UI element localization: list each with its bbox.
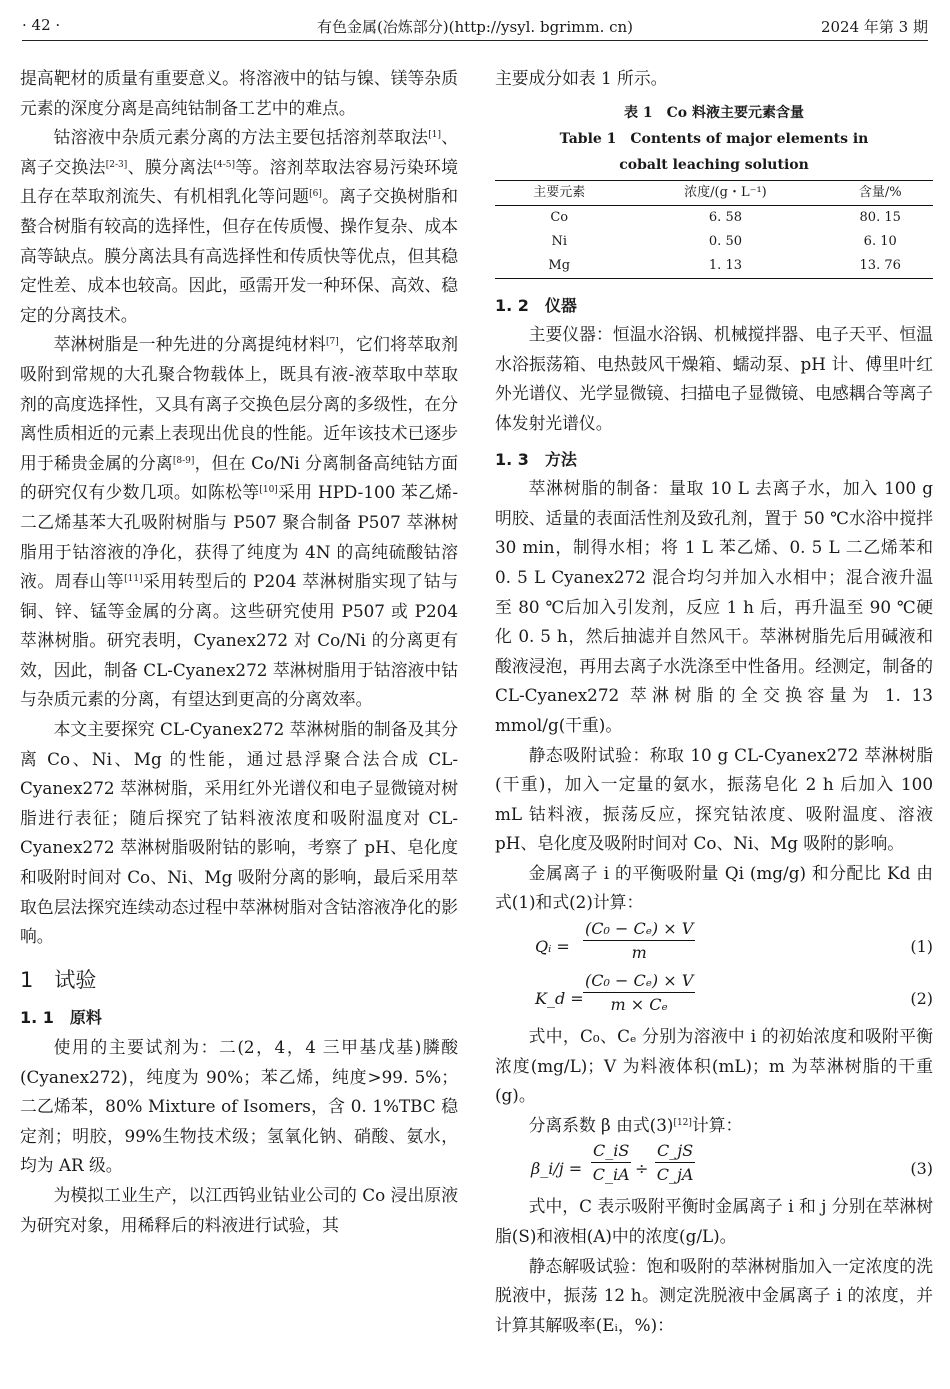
division-operator: ÷ bbox=[635, 1159, 649, 1179]
table-cell: 1. 13 bbox=[623, 254, 827, 279]
right-column bbox=[495, 64, 933, 1340]
left-column bbox=[20, 64, 458, 1240]
paragraph-2: 钴溶液中杂质元素分离的方法主要包括溶剂萃取法[1]、离子交换法[2-3]、膜分离法[4-5]等。溶剂萃取法容易污染环境且存在萃取剂流失、有机相乳化等问题[6]。离子交换树脂和螯合树脂有较高的选择性，但存在传质慢、操作复杂、成本高等缺点。膜分离法具有高选择性和传质快等优点，但其稳定性差、成本也较高。因此，亟需开发一种环保、高效、稳定的分离技术。 bbox=[20, 127, 458, 325]
subsection-heading-1-3: 1. 3 方法 bbox=[495, 449, 577, 469]
denominator: m × Cₑ bbox=[610, 995, 668, 1015]
equation-lhs: β_i/j = bbox=[531, 1159, 583, 1179]
paragraph-5: 使用的主要试剂为：二(2，4，4 三甲基戊基)膦酸(Cyanex272)，纯度为 90%；苯乙烯，纯度>99. 5%；二乙烯苯，80% Mixture of Isomers，含 0. 1%TBC 稳定剂；明胶，99%生物技术级；氢氧化钠、硝酸、氨水，均为 AR 级。 bbox=[20, 1037, 458, 1176]
issue-info: 2024 年第 3 期 bbox=[820, 18, 928, 36]
section-heading-1: 1 试验 bbox=[20, 967, 97, 992]
equation-fraction bbox=[583, 918, 695, 965]
subsection-heading-1-2: 1. 2 仪器 bbox=[495, 295, 577, 315]
equation-lhs: Qᵢ = bbox=[535, 937, 570, 957]
equation-number: (2) bbox=[910, 989, 933, 1009]
paragraph-7: 主要仪器：恒温水浴锅、机械搅拌器、电子天平、恒温水浴振荡箱、电热鼓风干燥箱、蠕动泵、pH 计、傅里叶红外光谱仪、光学显微镜、扫描电子显微镜、电感耦合等离子体发射光谱仪。 bbox=[495, 324, 933, 433]
paragraph-0: 主要成分如表 1 所示。 bbox=[495, 68, 668, 88]
denominator: C_jA bbox=[656, 1165, 694, 1185]
citation[interactable]: [12] bbox=[673, 1117, 692, 1128]
equation-fraction bbox=[591, 1140, 631, 1187]
denominator: m bbox=[631, 943, 647, 963]
paragraph-4: 本文主要探究 CL-Cyanex272 萃淋树脂的制备及其分离 Co、Ni、Mg 的性能，通过悬浮聚合法合成 CL-Cyanex272 萃淋树脂，采用红外光谱仪和电子显微镜对树脂进行表征；随后探究了钴料液浓度和吸附温度对 CL-Cyanex272 萃淋树脂吸附钴的影响，考察了 pH、皂化度和吸附时间对 Co、Ni、Mg 吸附分离的影响，最后采用萃取色层法探究连续动态过程中萃淋树脂对含钴溶液净化的影响。 bbox=[20, 719, 458, 947]
subsection-heading-1-1: 1. 1 原料 bbox=[20, 1008, 102, 1028]
table-cell: Co bbox=[550, 209, 569, 225]
table-cell: 6. 58 bbox=[708, 209, 742, 225]
citation[interactable]: [11] bbox=[124, 574, 143, 585]
citation[interactable]: [7] bbox=[326, 337, 339, 348]
numerator: C_iS bbox=[591, 1140, 631, 1163]
table-cell: 13. 76 bbox=[827, 254, 933, 279]
citation[interactable]: [8-9] bbox=[172, 455, 195, 466]
citation[interactable]: [1] bbox=[428, 130, 441, 141]
table-row bbox=[495, 254, 933, 279]
column-header: 浓度/(g・L⁻¹) bbox=[623, 180, 827, 205]
paragraph-14: 静态解吸试验：饱和吸附的萃淋树脂加入一定浓度的洗脱液中，振荡 12 h。测定洗脱液中金属离子 i 的浓度，并计算其解吸率(Eᵢ，%)： bbox=[495, 1255, 933, 1335]
table-header-row bbox=[495, 180, 933, 205]
table-cell: Mg bbox=[495, 254, 623, 279]
equation-2 bbox=[495, 970, 933, 1022]
elements-table bbox=[495, 180, 933, 279]
journal-name: 有色金属(冶炼部分)(http://ysyl. bgrimm. cn) bbox=[316, 18, 634, 36]
paragraph-10: 金属离子 i 的平衡吸附量 Qi (mg/g) 和分配比 Kd 由式(1)和式(2)计算： bbox=[495, 862, 933, 913]
paragraph-9: 静态吸附试验：称取 10 g CL-Cyanex272 萃淋树脂(干重)，加入一定量的氨水，振荡皂化 2 h 后加入 100 mL 钴料液，振荡反应，探究钴浓度、吸附温度、溶液 pH、皂化度及吸附时间对 Co、Ni、Mg 吸附的影响。 bbox=[495, 744, 933, 854]
table-cell: 6. 10 bbox=[863, 233, 897, 249]
paragraph-8: 萃淋树脂的制备：量取 10 L 去离子水，加入 100 g 明胶、适量的表面活性剂及致孔剂，置于 50 ℃水浴中搅拌 30 min，制得水相；将 1 L 苯乙烯、0. 5 L 二乙烯苯和 0. 5 L Cyanex272 混合均匀并加入水相中；混合液升温至 80 ℃后加入引发剂，反应 1 h 后，再升温至 90 ℃硬化 0. 5 h，然后抽滤并自然风干。萃淋树脂先后用碱液和酸液浸泡，再用去离子水洗涤至中性备用。经测定，制备的 CL-Cyanex272 萃淋树脂的全交换容量为 1. 13 mmol/g(干重)。 bbox=[495, 478, 933, 735]
running-header bbox=[22, 10, 928, 41]
numerator: (C₀ − Cₑ) × V bbox=[583, 918, 695, 941]
column-header: 含量/% bbox=[827, 180, 933, 205]
paragraph-11: 式中，C₀、Cₑ 分别为溶液中 i 的初始浓度和吸附平衡浓度(mg/L)；V 为料液体积(mL)；m 为萃淋树脂的干重(g)。 bbox=[495, 1026, 933, 1106]
table-caption-cn: 表 1 Co 料液主要元素含量 bbox=[624, 104, 804, 121]
table-cell: 80. 15 bbox=[859, 209, 901, 225]
equation-lhs: K_d = bbox=[535, 989, 584, 1009]
table-caption-en-2: cobalt leaching solution bbox=[619, 156, 809, 173]
table-caption-en: Table 1 Contents of major elements in bbox=[559, 130, 869, 147]
table-row bbox=[495, 230, 933, 254]
equation-fraction bbox=[583, 970, 695, 1017]
paragraph-3: 萃淋树脂是一种先进的分离提纯材料[7]，它们将萃取剂吸附到常规的大孔聚合物载体上，既具有液-液萃取中萃取剂的高度选择性，又具有离子交换色层分离的多级性，在分离性质相近的元素上表现出优良的性能。近年该技术已逐步用于稀贵金属的分离[8-9]，但在 Co/Ni 分离制备高纯钴方面的研究仅有少数几项。如陈松等[10]采用 HPD-100 苯乙烯-二乙烯基苯大孔吸附树脂与 P507 聚合制备 P507 萃淋树脂用于钴溶液的净化，获得了纯度为 4N 的高纯硫酸钴溶液。周春山等[11]采用转型后的 P204 萃淋树脂实现了钴与铜、锌、锰等金属的分离。这些研究使用 P507 或 P204 萃淋树脂。研究表明，Cyanex272 对 Co/Ni 的分离更有效，因此，制备 CL-Cyanex272 萃淋树脂用于钴溶液中钴与杂质元素的分离，有望达到更高的分离效率。 bbox=[20, 334, 458, 710]
citation[interactable]: [4-5] bbox=[213, 159, 235, 170]
equation-1 bbox=[495, 918, 933, 970]
numerator: C_jS bbox=[655, 1140, 695, 1163]
citation[interactable]: [10] bbox=[259, 485, 278, 496]
paragraph-6: 为模拟工业生产，以江西钨业钴业公司的 Co 浸出原液为研究对象，用稀释后的料液进行试验，其 bbox=[20, 1184, 458, 1235]
citation[interactable]: [6] bbox=[309, 189, 322, 200]
numerator: (C₀ − Cₑ) × V bbox=[583, 970, 695, 993]
equation-3 bbox=[495, 1140, 933, 1192]
table-cell: 0. 50 bbox=[708, 233, 742, 249]
equation-fraction bbox=[655, 1140, 695, 1187]
citation[interactable]: [2-3] bbox=[105, 159, 128, 170]
table-row bbox=[495, 205, 933, 230]
column-header: 主要元素 bbox=[495, 180, 623, 205]
paragraph-1: 提高靶材的质量有重要意义。将溶液中的钴与镍、镁等杂质元素的深度分离是高纯钴制备工艺中的难点。 bbox=[20, 68, 458, 118]
paragraph-12: 分离系数 β 由式(3)[12]计算： bbox=[528, 1114, 743, 1135]
paragraph-13: 式中，C 表示吸附平衡时金属离子 i 和 j 分别在萃淋树脂(S)和液相(A)中的浓度(g/L)。 bbox=[495, 1196, 933, 1247]
table-cell: Ni bbox=[551, 233, 568, 249]
denominator: C_iA bbox=[592, 1165, 630, 1185]
equation-number: (1) bbox=[910, 937, 933, 957]
page-number: · 42 · bbox=[22, 16, 61, 34]
equation-number: (3) bbox=[910, 1159, 933, 1179]
